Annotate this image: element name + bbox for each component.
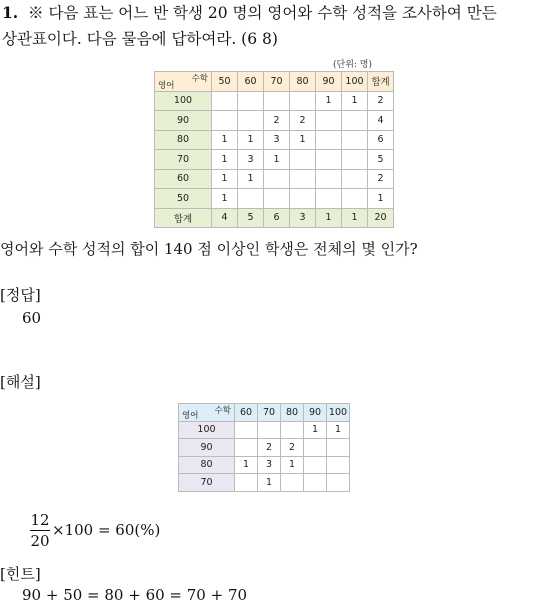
table-cell xyxy=(212,111,238,131)
explanation-table-col-header: 90 xyxy=(304,404,327,422)
explanation-corner-bottom: 영어 xyxy=(182,410,199,421)
table-row xyxy=(155,111,394,131)
explanation-table-cell: 1 xyxy=(235,456,258,474)
hint-formula: 90 + 50 = 80 + 60 = 70 + 70 xyxy=(22,586,248,604)
explanation-table-row xyxy=(179,421,350,439)
table-cell: 4 xyxy=(368,111,394,131)
table-cell: 20 xyxy=(368,208,394,228)
table-row-label: 100 xyxy=(155,91,212,111)
question-line-1: ※ 다음 표는 어느 반 학생 20 명의 영어와 수학 성적을 조사하여 만든 xyxy=(28,4,497,22)
table-row-label: 90 xyxy=(155,111,212,131)
table-row-label: 80 xyxy=(155,130,212,150)
explanation-table-cell xyxy=(235,439,258,457)
table-cell: 5 xyxy=(368,150,394,170)
explanation-table-row xyxy=(179,474,350,492)
explanation-table-cell xyxy=(304,456,327,474)
answer-value: 60 xyxy=(22,309,42,327)
table-row xyxy=(155,169,394,189)
explanation-table-row-label: 90 xyxy=(179,439,235,457)
table-cell xyxy=(290,169,316,189)
explanation-table-col-header: 80 xyxy=(281,404,304,422)
explanation-table-col-header: 100 xyxy=(327,404,350,422)
table-cell: 1 xyxy=(212,169,238,189)
table-row xyxy=(155,208,394,228)
explanation-table-cell xyxy=(235,421,258,439)
table-cell: 1 xyxy=(238,130,264,150)
explanation-corner-cell xyxy=(179,404,235,422)
table-cell: 6 xyxy=(264,208,290,228)
explanation-table-cell xyxy=(258,421,281,439)
table-cell: 1 xyxy=(316,208,342,228)
corner-top-label: 수학 xyxy=(191,74,208,84)
table-cell xyxy=(342,150,368,170)
table-col-header: 100 xyxy=(342,72,368,92)
table-col-header: 90 xyxy=(316,72,342,92)
question-number: 1. xyxy=(2,3,19,22)
explanation-label: [해설] xyxy=(0,373,41,391)
explanation-table-row-label: 80 xyxy=(179,456,235,474)
table-cell xyxy=(316,189,342,209)
table-cell xyxy=(290,150,316,170)
table-cell: 3 xyxy=(238,150,264,170)
table-cell: 1 xyxy=(342,91,368,111)
table-cell: 1 xyxy=(264,150,290,170)
table-cell xyxy=(316,111,342,131)
explanation-table-cell xyxy=(327,439,350,457)
table-cell xyxy=(290,189,316,209)
table-col-header: 50 xyxy=(212,72,238,92)
table-row xyxy=(155,150,394,170)
table-cell: 5 xyxy=(238,208,264,228)
explanation-table xyxy=(178,403,350,492)
explanation-table-col-header: 70 xyxy=(258,404,281,422)
table-cell xyxy=(316,169,342,189)
table-row-label: 60 xyxy=(155,169,212,189)
explanation-header-row xyxy=(179,404,350,422)
table-cell: 1 xyxy=(342,208,368,228)
explanation-table-row-label: 100 xyxy=(179,421,235,439)
table-cell: 3 xyxy=(264,130,290,150)
corner-cell xyxy=(155,72,212,92)
table-cell: 3 xyxy=(290,208,316,228)
table-row xyxy=(155,130,394,150)
table-cell: 1 xyxy=(290,130,316,150)
explanation-table-cell: 1 xyxy=(304,421,327,439)
table-row-label: 70 xyxy=(155,150,212,170)
table-cell: 2 xyxy=(368,169,394,189)
table-cell xyxy=(238,111,264,131)
table-row xyxy=(155,189,394,209)
table-cell: 1 xyxy=(212,189,238,209)
table-unit: (단위: 명) xyxy=(333,60,372,70)
fraction-numerator: 12 xyxy=(30,511,50,529)
table-cell: 2 xyxy=(264,111,290,131)
explanation-table-cell: 3 xyxy=(258,456,281,474)
explanation-corner-top: 수학 xyxy=(214,406,231,416)
table-cell xyxy=(342,111,368,131)
fraction-denominator: 20 xyxy=(30,532,50,550)
explanation-table-cell: 1 xyxy=(258,474,281,492)
explanation-table-col-header: 60 xyxy=(235,404,258,422)
table-cell xyxy=(264,169,290,189)
explanation-table-cell xyxy=(281,474,304,492)
table-cell: 4 xyxy=(212,208,238,228)
answer-label: [정답] xyxy=(0,286,41,304)
explanation-table-cell xyxy=(327,474,350,492)
table-cell: 1 xyxy=(316,91,342,111)
question-line-2: 상관표이다. 다음 물음에 답하여라. (6 8) xyxy=(2,30,278,48)
table-cell: 1 xyxy=(212,130,238,150)
table-col-header: 80 xyxy=(290,72,316,92)
fraction-bar xyxy=(30,530,50,531)
table-cell: 6 xyxy=(368,130,394,150)
table-cell xyxy=(342,130,368,150)
explanation-table-row xyxy=(179,456,350,474)
explanation-table-row-label: 70 xyxy=(179,474,235,492)
table-cell: 1 xyxy=(212,150,238,170)
table-cell: 1 xyxy=(368,189,394,209)
sub-question: 영어와 수학 성적의 합이 140 점 이상인 학생은 전체의 몇 인가? xyxy=(0,240,418,258)
table-cell: 2 xyxy=(290,111,316,131)
explanation-table-cell: 2 xyxy=(258,439,281,457)
table-cell xyxy=(290,91,316,111)
table-header-row xyxy=(155,72,394,92)
table-col-header: 60 xyxy=(238,72,264,92)
fraction xyxy=(30,511,50,550)
table-col-header: 합계 xyxy=(368,72,394,92)
table-cell: 2 xyxy=(368,91,394,111)
table-row-label: 50 xyxy=(155,189,212,209)
table-cell: 1 xyxy=(238,169,264,189)
table-cell xyxy=(316,150,342,170)
explanation-table-cell xyxy=(327,456,350,474)
explanation-table-cell: 1 xyxy=(281,456,304,474)
table-col-header: 70 xyxy=(264,72,290,92)
table-cell xyxy=(238,91,264,111)
fraction-tail: ×100 = 60(%) xyxy=(52,521,161,539)
table-cell xyxy=(264,189,290,209)
corner-bottom-label: 영어 xyxy=(158,80,175,91)
question-text xyxy=(2,0,532,52)
explanation-table-cell xyxy=(304,474,327,492)
table-row-label: 합계 xyxy=(155,208,212,228)
correlation-table xyxy=(154,71,394,228)
hint-label: [힌트] xyxy=(0,565,41,583)
table-cell xyxy=(342,189,368,209)
table-cell xyxy=(238,189,264,209)
table-cell xyxy=(316,130,342,150)
table-cell xyxy=(342,169,368,189)
explanation-table-cell xyxy=(304,439,327,457)
explanation-table-row xyxy=(179,439,350,457)
explanation-table-cell xyxy=(281,421,304,439)
explanation-table-cell: 2 xyxy=(281,439,304,457)
table-cell xyxy=(264,91,290,111)
table-cell xyxy=(212,91,238,111)
explanation-table-cell: 1 xyxy=(327,421,350,439)
explanation-table-cell xyxy=(235,474,258,492)
table-row xyxy=(155,91,394,111)
